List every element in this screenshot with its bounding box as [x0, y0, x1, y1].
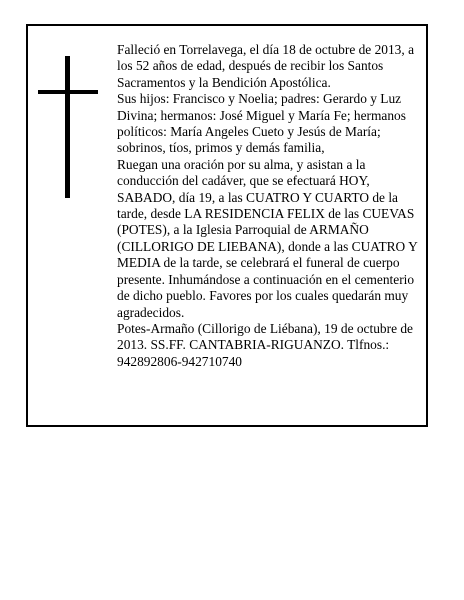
obituary-notice — [26, 24, 428, 427]
notice-text — [117, 42, 423, 370]
family-list: Sus hijos: Francisco y Noelia; padres: Gerardo y Luz Divina; hermanos: José Miguel y María Fe; hermanos políticos: María Angeles Cueto y Jesús de María; sobrinos, tíos, primos y demás familia, — [117, 91, 406, 156]
funeral-details: Ruegan una oración por su alma, y asistan a la conducción del cadáver, que se efectuará HOY, SABADO, día 19, a las CUATRO Y CUARTO de la tarde, desde LA RESIDENCIA FELIX de las CUEVAS (POTES), a la Iglesia Parroquial de ARMAÑO (CILLORIGO DE LIEBANA), donde a las CUATRO Y MEDIA de la tarde, se celebrará el funeral de cuerpo presente. Inhumándose a continuación en el cementerio de dicho pueblo. Favores por los cuales quedarán muy agradecidos. — [117, 156, 418, 320]
death-announcement: Falleció en Torrelavega, el día 18 de octubre de 2013, a los 52 años de edad, después de recibir los Santos Sacramentos y la Bendición Apostólica. — [117, 42, 415, 90]
cross-horizontal-bar — [38, 90, 98, 94]
cross-vertical-bar — [65, 56, 70, 198]
cross-icon — [38, 56, 98, 198]
notice-footer: Potes-Armaño (Cillorigo de Liébana), 19 de octubre de 2013. SS.FF. CANTABRIA-RIGUANZO. Tlfnos.: 942892806-942710740 — [117, 320, 413, 369]
